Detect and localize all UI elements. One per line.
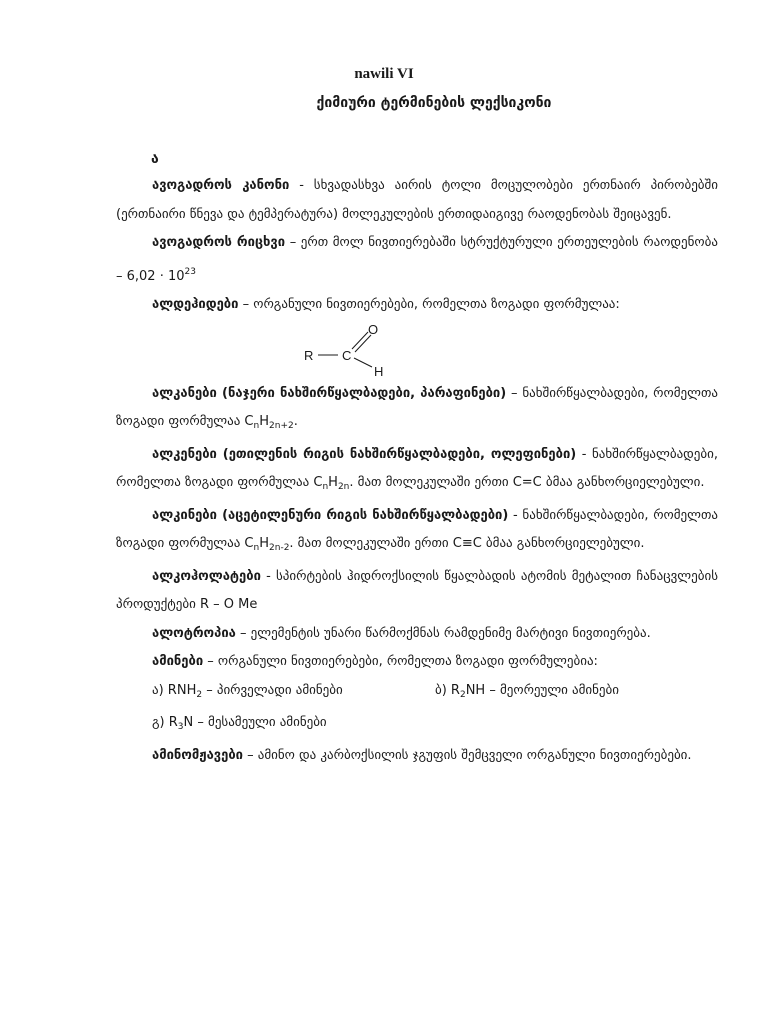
formula-subscript: n (253, 543, 260, 553)
entry-definition-end: . მათ მოლეკულაში ერთი C≡C ბმაა განხორციელებული. (289, 536, 645, 551)
formula-element: H (328, 475, 338, 490)
formula-subscript: 2 (459, 689, 466, 700)
entry-allotropy (116, 620, 718, 649)
formula-subscript: 2 (196, 689, 203, 700)
entry-definition: - სხვადასხვა აირის ტოლი მოცულობები ერთნაირ პირობებში (ერთნაირი წნევა და ტემპერატურა) მოლეკულების ერთიდაიგივე რაოდენობას შეიცავენ. (116, 178, 718, 222)
entry-term: ამინები (152, 654, 204, 669)
entry-avogadro-law (116, 172, 718, 229)
formula-subscript: n (253, 421, 260, 431)
formula-c-label: C (342, 347, 352, 363)
aldehyde-structural-formula (116, 320, 718, 380)
glossary-content (116, 172, 718, 770)
entry-definition: – ორგანული ნივთიერებები, რომელთა ზოგადი ფორმულებია: (203, 654, 598, 669)
entry-term: ალოტროპია (152, 625, 236, 641)
formula-subscript: n (322, 482, 329, 492)
entry-definition: – ერთ მოლ ნივთიერებაში სტრუქტურული ერთეულების რაოდენობა – 6,02 · 10 (116, 235, 718, 284)
part-heading: nawili VI (354, 66, 414, 82)
entry-alkynes (116, 502, 718, 563)
amine-secondary (435, 677, 718, 710)
formula-element: H (259, 536, 270, 551)
amine-types-row-2 (116, 709, 718, 742)
entry-term: ალკენები (ეთილენის რიგის ნახშირწყალბადები, ოლეფინები) (152, 446, 577, 462)
entry-definition: – ორგანული ნივთიერებები, რომელთა ზოგადი ფორმულაა: (238, 297, 620, 312)
amine-description: – პირველადი ამინები (202, 682, 343, 698)
glossary-title: ქიმიური ტერმინების ლექსიკონი (316, 95, 552, 111)
exponent: 23 (184, 266, 196, 277)
entry-definition: - სპირტების ჰიდროქსილის წყალბადის ატომის მეტალით ჩანაცვლების პროდუქტები R – O Me (116, 568, 718, 612)
entry-term: ავოგადროს კანონი (152, 178, 290, 193)
entry-term: ალკინები (აცეტილენური რიგის ნახშირწყალბადები) (152, 507, 509, 523)
entry-definition: – ამინო და კარბოქსილის ჯგუფის შემცველი ორგანული ნივთიერებები. (243, 747, 692, 763)
amine-formula: ბ) R (435, 682, 460, 698)
formula-subscript: 2n-2 (269, 543, 290, 553)
amine-types-row (116, 677, 718, 710)
entry-definition: - ნახშირწყალბადები, რომელთა ზოგადი ფორმულაა C (116, 507, 718, 551)
formula-subscript: 3 (177, 722, 184, 732)
entry-aldehydes (116, 291, 718, 320)
formula-r-label: R (304, 347, 314, 363)
entry-definition-end: . (293, 414, 298, 429)
formula-subscript: 2n+2 (269, 421, 294, 431)
entry-alkanes (116, 380, 718, 441)
formula-element: H (259, 414, 270, 429)
amine-formula: გ) R (152, 715, 178, 730)
amine-description: N – მესამეული ამინები (183, 715, 327, 730)
entry-amines (116, 648, 718, 677)
entry-amino-acids (116, 742, 718, 771)
entry-definition: – ნახშირწყალბადები, რომელთა ზოგადი ფორმულაა C (116, 385, 718, 429)
entry-term: ალკანები (ნაჯერი ნახშირწყალბადები, პარაფინები) (152, 385, 507, 401)
entry-alkoxides (116, 563, 718, 620)
entry-definition: - ნახშირწყალბადები, რომელთა ზოგადი ფორმულაა C (116, 446, 718, 490)
formula-h-label: H (374, 363, 384, 378)
amine-formula: ა) RNH (152, 682, 197, 698)
entry-alkenes (116, 441, 718, 502)
aldehyde-formula-diagram (301, 322, 421, 378)
entry-avogadro-number (116, 229, 718, 291)
entry-term: ამინომჟავები (152, 747, 243, 763)
entry-term: ავოგადროს რიცხვი (152, 235, 286, 250)
entry-term: ალდეჰიდები (152, 297, 239, 312)
entry-definition: – ელემენტის უნარი წარმოქმნას რამდენიმე მარტივი ნივთიერება. (235, 625, 651, 641)
section-letter: ა (151, 151, 159, 167)
formula-subscript: 2n (337, 482, 350, 492)
amine-primary (152, 677, 435, 710)
formula-o-label: O (368, 321, 379, 337)
bond-c-h (354, 358, 372, 367)
entry-definition-end: . მათ მოლეკულაში ერთი C=C ბმაა განხორციელებული. (349, 475, 705, 490)
amine-description: NH – მეორეული ამინები (465, 682, 619, 698)
entry-term: ალკოჰოლატები (152, 568, 261, 584)
amine-tertiary (152, 709, 442, 742)
